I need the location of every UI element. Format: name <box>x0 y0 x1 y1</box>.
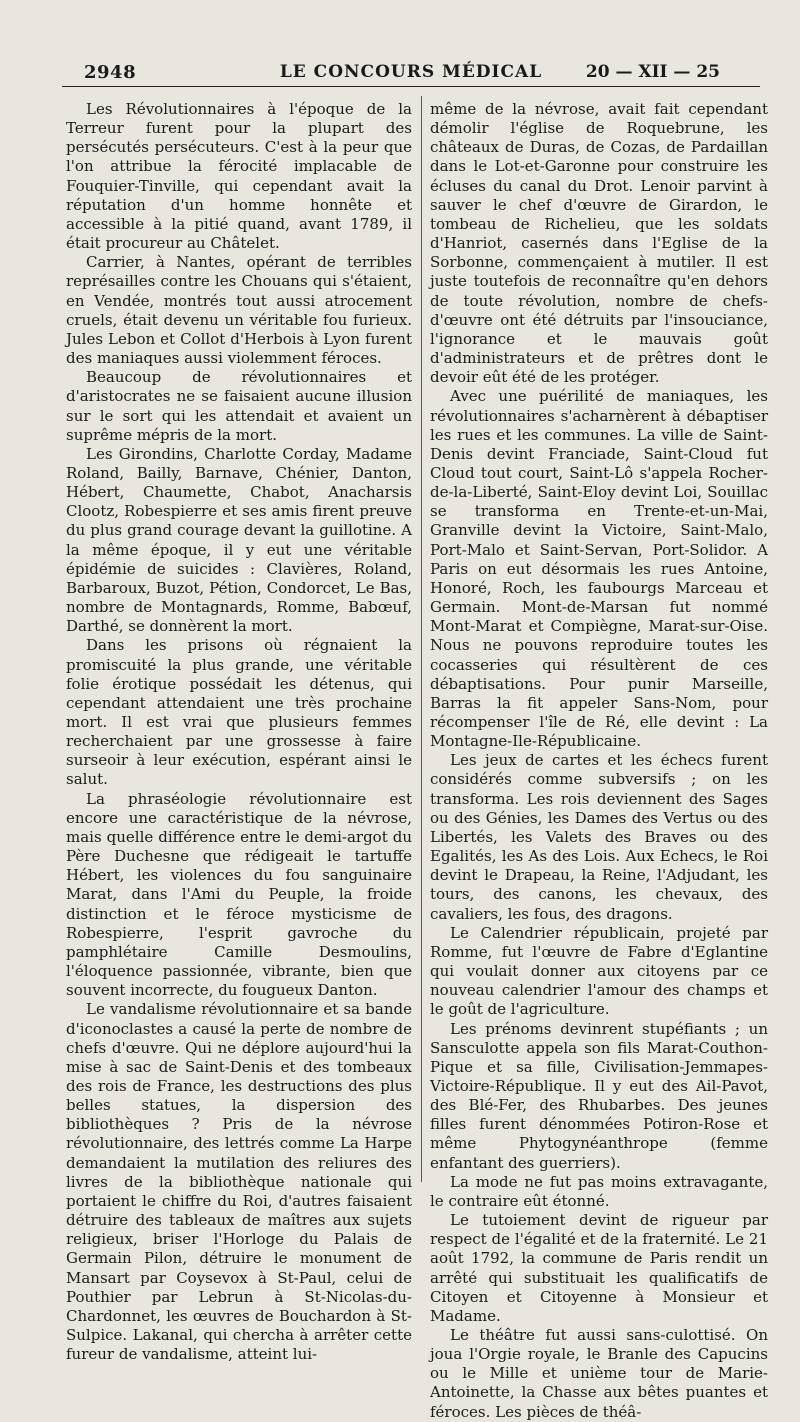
paragraph: Le vandalisme révolutionnaire et sa bande d'iconoclastes a causé la perte de nombre de chefs d'œuvre. Qui ne déplore aujourd'hui la mise à sac de Saint-Denis et des tombeaux des rois de France, les destructions des plus belles statues, la dispersion des bibliothèques ? Pris de la névrose révolutionnaire, des lettrés comme La Harpe demandaient la mutilation des reliures des livres de la bibliothèque nationale qui portaient le chiffre du Roi, d'autres faisaient détruire des tableaux de maîtres aux sujets religieux, briser l'Horloge du Palais de Germain Pilon, détruire le monument de Mansart par Coysevox à St-Paul, celui de Pouthier par Lebrun à St-Nicolas-du-Chardonnet, les œuvres de Bouchardon à St-Sulpice. Lakanal, qui chercha à arrêter cette fureur de vandalisme, atteint lui- <box>66 1000 412 1364</box>
paragraph: Les jeux de cartes et les échecs furent considérés comme subversifs ; on les transforma. Les rois deviennent des Sages ou des Génies, les Dames des Vertus ou des Libertés, les Valets des Braves ou des Egalités, les As des Lois. Aux Echecs, le Roi devint le Drapeau, la Reine, l'Adjudant, les tours, des canons, les chevaux, des cavaliers, les fous, des dragons. <box>430 751 768 923</box>
paragraph: Carrier, à Nantes, opérant de terribles représailles contre les Chouans qui s'étaient, en Vendée, montrés tout aussi atrocement cruels, était devenu un véritable fou furieux. Jules Lebon et Collot d'Herbois à Lyon furent des maniaques aussi violemment féroces. <box>66 253 412 368</box>
paragraph: Les prénoms devinrent stupéfiants ; un Sansculotte appela son fils Marat-Couthon-Pique et sa fille, Civilisation-Jemmapes-Victoire-République. Il y eut des Ail-Pavot, des Blé-Fer, des Rhubarbes. Des jeunes filles furent dénommées Potiron-Rose et même Phytogynéanthrope (femme enfantant des guerriers). <box>430 1019 768 1172</box>
paragraph: Le tutoiement devint de rigueur par respect de l'égalité et de la fraternité. Le 21 août 1792, la commune de Paris rendit un arrêté qui substituait les qualificatifs de Citoyen et Citoyenne à Monsieur et Madame. <box>430 1211 768 1325</box>
paragraph: Beaucoup de révolutionnaires et d'aristocrates ne se faisaient aucune illusion sur le sort qui les attendait et avaient un suprême mépris de la mort. <box>66 368 412 444</box>
paragraph: Le théâtre fut aussi sans-culottisé. On joua l'Orgie royale, le Branle des Capucins ou le Mille et unième tour de Marie-Antoinette, la Chasse aux bêtes puantes et féroces. Les pièces de théâ- <box>430 1326 768 1421</box>
paragraph: La mode ne fut pas moins extravagante, le contraire eût étonné. <box>430 1172 768 1210</box>
running-header <box>62 60 760 87</box>
paragraph: La phraséologie révolutionnaire est encore une caractéristique de la névrose, mais quelle différence entre le demi-argot du Père Duchesne que rédigeait le tartuffe Hébert, les violences du fou sanguinaire Marat, dans l'Ami du Peuple, la froide distinction et le féroce mysticisme de Robespierre, l'esprit gavroche du pamphlétaire Camille Desmoulins, l'éloquence passionnée, vibrante, bien que souvent incorrecte, du fougueux Danton. <box>66 789 412 1000</box>
paragraph: Dans les prisons où régnaient la promiscuité la plus grande, une véritable folie érotique possédait les détenus, qui cependant attendaient une très prochaine mort. Il est vrai que plusieurs femmes recherchaient par une grossesse à faire surseoir à leur exécution, espérant ainsi le salut. <box>66 636 412 789</box>
paragraph: Les Révolutionnaires à l'époque de la Terreur furent pour la plupart des persécutés persécuteurs. C'est à la peur que l'on attribue la férocité implacable de Fouquier-Tinville, qui cependant avait la réputation d'un homme honnête et accessible à la pitié quand, avant 1789, il était procureur au Châtelet. <box>66 100 412 253</box>
column-divider <box>421 96 422 1182</box>
paragraph: Les Girondins, Charlotte Corday, Madame Roland, Bailly, Barnave, Chénier, Danton, Hébert, Chaumette, Chabot, Anacharsis Clootz, Robespierre et ses amis firent preuve du plus grand courage devant la guillotine. A la même époque, il y eut une véritable épidémie de suicides : Clavières, Roland, Barbaroux, Buzot, Pétion, Condorcet, Le Bas, nombre de Montagnards, Romme, Babœuf, Darthé, se donnèrent la mort. <box>66 444 412 636</box>
left-column <box>66 100 412 1364</box>
paragraph: même de la névrose, avait fait cependant démolir l'église de Roquebrune, les châteaux de Duras, de Cozas, de Pardaillan dans le Lot-et-Garonne pour construire les écluses du canal du Drot. Lenoir parvint à sauver le chef d'œuvre de Girardon, le tombeau de Richelieu, que les soldats d'Hanriot, casernés dans l'Eglise de la Sorbonne, commençaient à mutiler. Il est juste toutefois de reconnaître qu'en dehors de toute révolution, nombre de chefs-d'œuvre ont été détruits par l'insouciance, l'ignorance et le mauvais goût d'administrateurs et de prêtres dont le devoir eût été de les protéger. <box>430 100 768 387</box>
paragraph: Le Calendrier républicain, projeté par Romme, fut l'œuvre de Fabre d'Eglantine qui voulait donner aux citoyens par ce nouveau calendrier l'amour des champs et le goût de l'agriculture. <box>430 923 768 1019</box>
right-column <box>430 100 768 1422</box>
issue-date: 20 — XII — 25 <box>585 62 720 82</box>
journal-title: LE CONCOURS MÉDICAL <box>279 62 543 82</box>
paragraph: Avec une puérilité de maniaques, les révolutionnaires s'acharnèrent à débaptiser les rues et les communes. La ville de Saint-Denis devint Franciade, Saint-Cloud fut Cloud tout court, Saint-Lô s'appela Rocher-de-la-Liberté, Saint-Eloy devint Loi, Souillac se transforma en Trente-et-un-Mai, Granville devint la Victoire, Saint-Malo, Port-Malo et Saint-Servan, Port-Solidor. A Paris on eut désormais les rues Antoine, Honoré, Roch, les faubourgs Marceau et Germain. Mont-de-Marsan fut nommé Mont-Marat et Compiègne, Marat-sur-Oise. Nous ne pouvons reproduire toutes les cocasseries qui résultèrent de ces débaptisations. Pour punir Marseille, Barras la fit appeler Sans-Nom, pour récompenser l'île de Ré, elle devint : La Montagne-Ile-Républicaine. <box>430 387 768 751</box>
page-number: 2948 <box>84 62 137 83</box>
